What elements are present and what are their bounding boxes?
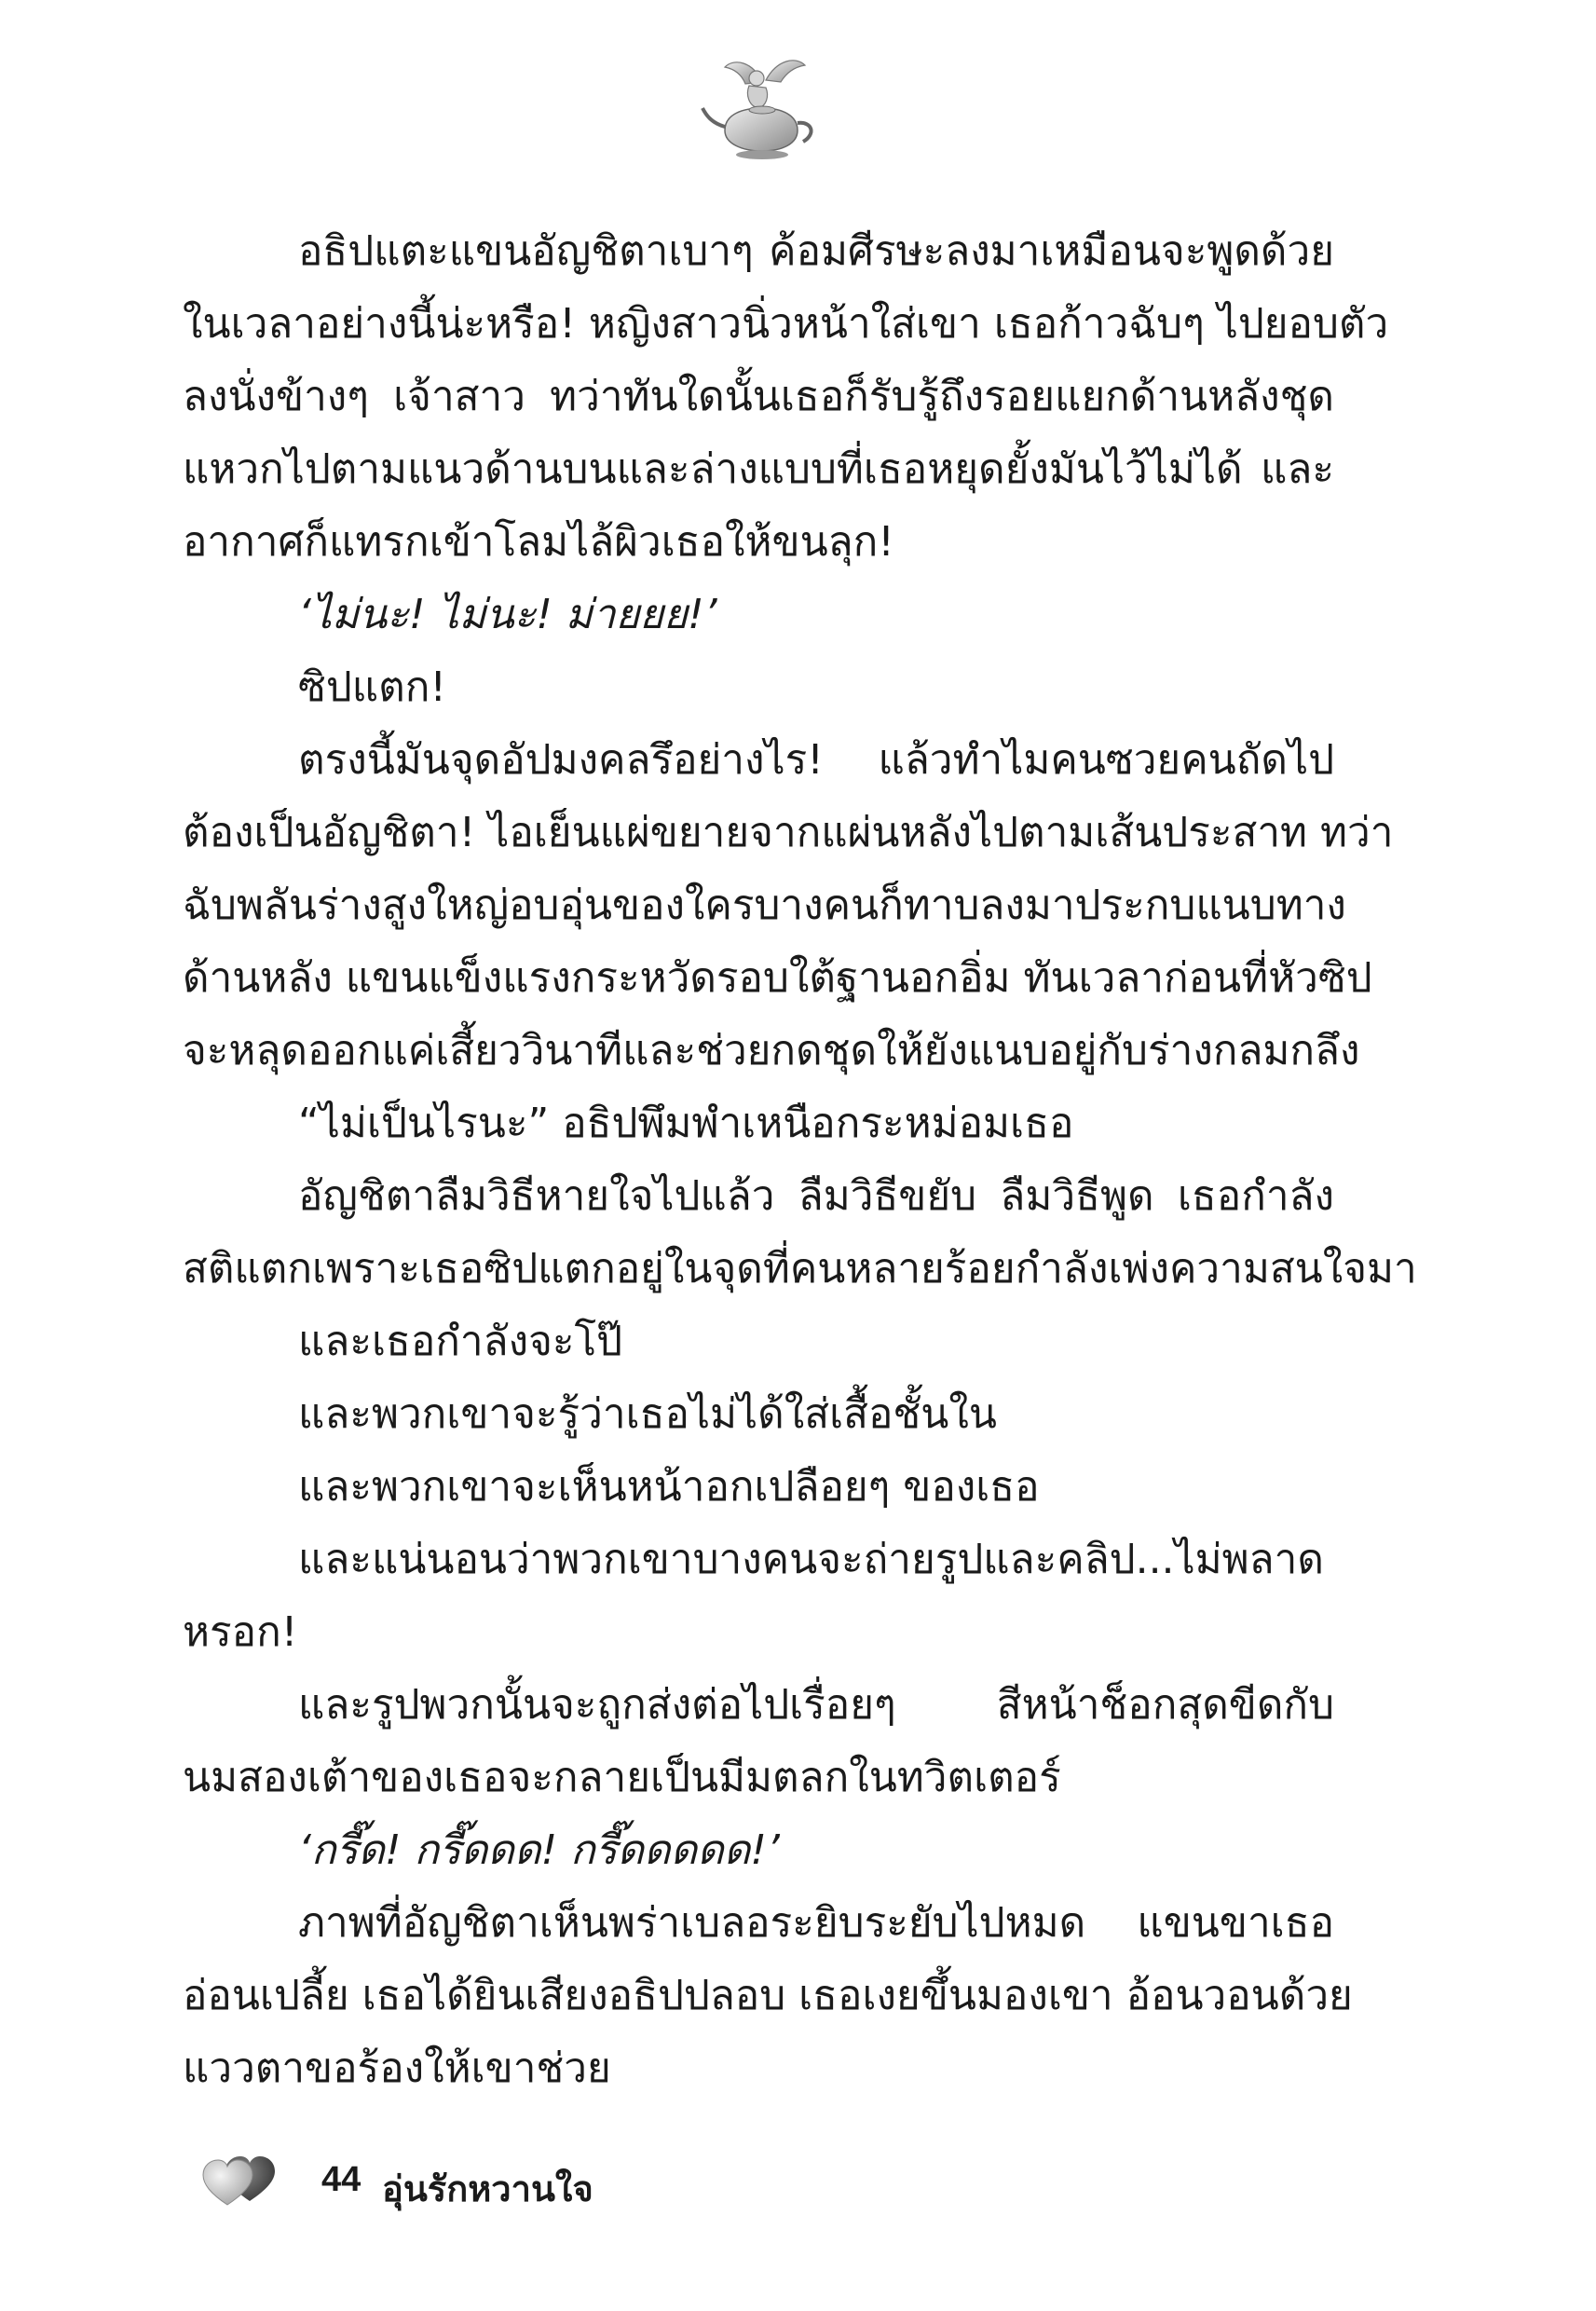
paragraph-line: ซิปแตก! [298, 663, 447, 711]
paragraph-line: และแน่นอนว่าพวกเขาบางคนจะถ่ายรูปและคลิป...ไม่พลาด [298, 1536, 1324, 1583]
paragraph-line: สติแตกเพราะเธอซิปแตกอยู่ในจุดที่คนหลายร้อยกำลังเพ่งความสนใจมา [183, 1245, 1417, 1292]
paragraph-line: จะหลุดออกแค่เสี้ยววินาทีและช่วยกดชุดให้ยังแนบอยู่กับร่างกลมกลึง [183, 1027, 1360, 1074]
paragraph-line: นมสองเต้าของเธอจะกลายเป็นมีมตลกในทวิตเตอร์ [183, 1754, 1061, 1801]
paragraph-line: ในเวลาอย่างนี้น่ะหรือ! หญิงสาวนิ่วหน้าใส่เขา เธอก้าวฉับๆ ไปยอบตัว [183, 300, 1389, 348]
paragraph-line: ‘กรี๊ด! กรี๊ดดด! กรี๊ดดดดด!’ [298, 1826, 780, 1874]
paragraph-line: และพวกเขาจะเห็นหน้าอกเปลือยๆ ของเธอ [298, 1463, 1040, 1511]
paragraph-line: หรอก! [183, 1608, 298, 1656]
paragraph-line: ฉับพลันร่างสูงใหญ่อบอุ่นของใครบางคนก็ทาบลงมาประกบแนบทาง [183, 882, 1346, 929]
paragraph-line: แววตาขอร้องให้เขาช่วย [183, 2044, 611, 2092]
paragraph-line: และพวกเขาจะรู้ว่าเธอไม่ได้ใส่เสื้อชั้นใน [298, 1390, 997, 1438]
cupid-teapot-ornament-icon [697, 54, 827, 166]
book-title: อุ่นรักหวานใจ [382, 2168, 593, 2209]
paragraph-line: อากาศก็แทรกเข้าโลมไล้ผิวเธอให้ขนลุก! [183, 518, 894, 566]
paragraph-line: ตรงนี้มันจุดอัปมงคลรึอย่างไร! แล้วทำไมคนซวยคนถัดไป [298, 736, 1334, 784]
paragraph-line: และรูปพวกนั้นจะถูกส่งต่อไปเรื่อยๆ สีหน้าช็อกสุดขีดกับ [298, 1681, 1334, 1729]
paragraph-line: แหวกไปตามแนวด้านบนและล่างแบบที่เธอหยุดยั้งมันไว้ไม่ได้ และ [183, 445, 1334, 493]
page-number: 44 [321, 2160, 361, 2199]
paragraph-line: “ไม่เป็นไรนะ” อธิปพึมพำเหนือกระหม่อมเธอ [298, 1100, 1074, 1147]
hearts-icon [196, 2143, 284, 2213]
paragraph-line: ด้านหลัง แขนแข็งแรงกระหวัดรอบใต้ฐานอกอิ่ม ทันเวลาก่อนที่หัวซิป [183, 954, 1372, 1002]
paragraph-line: ลงนั่งข้างๆ เจ้าสาว ทว่าทันใดนั้นเธอก็รับรู้ถึงรอยแยกด้านหลังชุด [183, 373, 1334, 420]
paragraph-line: ต้องเป็นอัญชิตา! ไอเย็นแผ่ขยายจากแผ่นหลังไปตามเส้นประสาท ทว่า [183, 809, 1394, 856]
paragraph-line: อ่อนเปลี้ย เธอได้ยินเสียงอธิปปลอบ เธอเงยขึ้นมองเขา อ้อนวอนด้วย [183, 1972, 1353, 2019]
paragraph-line: อธิปแตะแขนอัญชิตาเบาๆ ค้อมศีรษะลงมาเหมือนจะพูดด้วย [298, 227, 1334, 275]
paragraph-line: อัญชิตาลืมวิธีหายใจไปแล้ว ลืมวิธีขยับ ลืมวิธีพูด เธอกำลัง [298, 1172, 1334, 1220]
paragraph-line: ภาพที่อัญชิตาเห็นพร่าเบลอระยิบระยับไปหมด แขนขาเธอ [298, 1899, 1334, 1947]
paragraph-line: และเธอกำลังจะโป๊ [298, 1318, 623, 1365]
paragraph-line: ‘ไม่นะ! ไม่นะ! ม่ายยย!’ [298, 591, 717, 638]
